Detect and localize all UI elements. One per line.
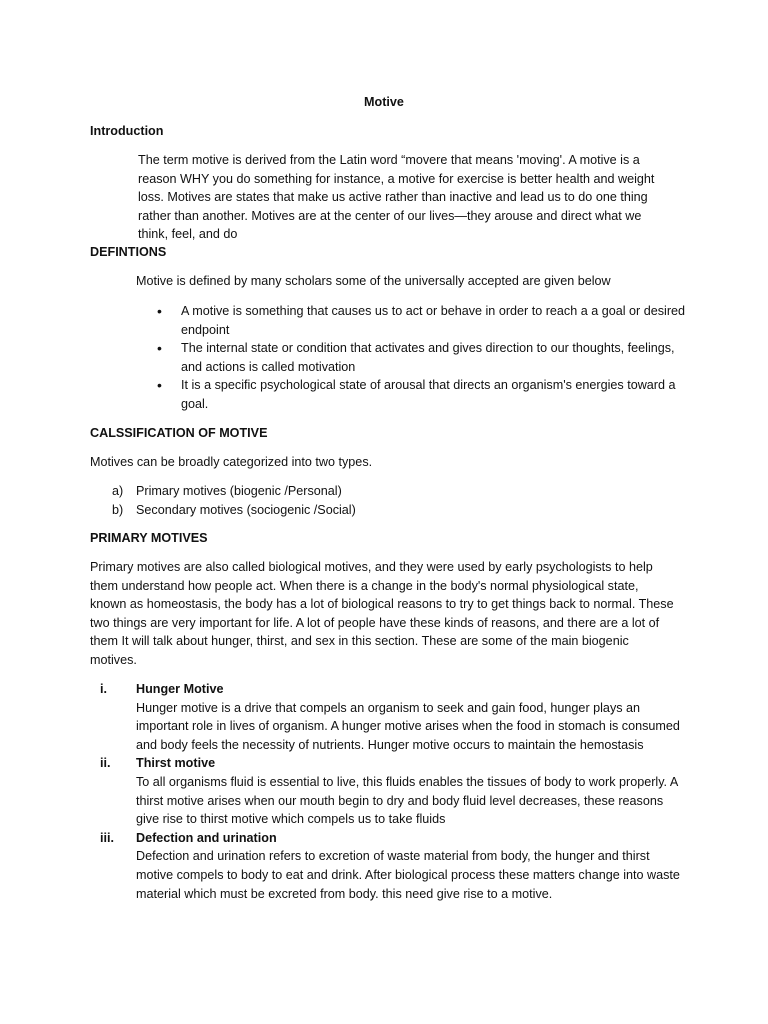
- definition-text: A motive is something that causes us to act or behave in order to reach a a goal or desired endpoint: [181, 304, 686, 337]
- definitions-list: [136, 302, 686, 414]
- introduction-paragraph: The term motive is derived from the Latin word “movere that means 'moving'. A motive is a reason WHY you do something for instance, a motive for exercise is better health and weight loss. Motives are states that make us active rather than inactive and lead us to do one thing rather than another. Motives are at the center of our lives—they arouse and direct what we think, feel, and do: [138, 153, 655, 242]
- list-item: [100, 829, 680, 903]
- list-marker: a): [112, 484, 124, 498]
- definition-text: It is a specific psychological state of arousal that directs an organism's energies toward a goal.: [181, 378, 676, 411]
- definition-text: The internal state or condition that activates and gives direction to our thoughts, feelings, and actions is called motivation: [181, 341, 675, 374]
- list-item: [100, 754, 680, 828]
- list-item: [136, 302, 686, 339]
- definitions-heading: DEFINTIONS: [90, 245, 167, 259]
- list-marker: i.: [100, 682, 107, 696]
- item-title: Defection and urination: [136, 830, 277, 845]
- bullet-icon: •: [157, 377, 162, 394]
- list-marker: b): [112, 502, 124, 517]
- list-item: [112, 501, 356, 520]
- bullet-icon: •: [157, 303, 162, 319]
- bullet-icon: •: [157, 340, 162, 357]
- classification-heading: CALSSIFICATION OF MOTIVE: [90, 426, 268, 440]
- list-item: [112, 482, 356, 501]
- document-title: Motive: [364, 95, 404, 109]
- definitions-intro: Motive is defined by many scholars some of the universally accepted are given below: [136, 274, 611, 288]
- list-item: [136, 376, 686, 413]
- item-body: Defection and urination refers to excretion of waste material from body, the hunger and thirst motive compels to body to eat and drink. After biological process these matters change into waste material which must be excreted from body. this need give rise to a motive.: [136, 849, 680, 901]
- list-item: [100, 680, 680, 754]
- item-title: Thirst motive: [136, 756, 216, 771]
- list-marker: ii.: [100, 756, 111, 771]
- introduction-heading: Introduction: [90, 124, 164, 138]
- classification-list: [112, 482, 356, 519]
- primary-motives-paragraph: Primary motives are also called biological motives, and they were used by early psychologists to help them understand how people act. When there is a change in the body's normal physiological state, known as homeostasis, the body has a lot of biological reasons to try to get things back to normal. These two things are very important for life. A lot of people have these kinds of reasons, and there are a lot of them It will talk about hunger, thirst, and sex in this section. These are some of the main biogenic motives.: [90, 560, 674, 667]
- item-body: Hunger motive is a drive that compels an organism to seek and gain food, hunger plays an important role in lives of organism. A hunger motive arises when the food in stomach is consumed and body feels the necessity of nutrients. Hunger motive occurs to maintain the hemostasis: [136, 700, 680, 752]
- list-marker: iii.: [100, 830, 114, 845]
- classification-text: Secondary motives (sociogenic /Social): [136, 502, 356, 517]
- list-item: [136, 339, 686, 376]
- primary-motives-list: [100, 680, 680, 903]
- item-title: Hunger Motive: [136, 682, 224, 696]
- item-body: To all organisms fluid is essential to live, this fluids enables the tissues of body to work properly. A thirst motive arises when our mouth begin to dry and body fluid level decreases, these reasons give rise to thirst motive which compels us to take fluids: [136, 774, 678, 827]
- classification-intro: Motives can be broadly categorized into two types.: [90, 455, 373, 469]
- classification-text: Primary motives (biogenic /Personal): [136, 484, 342, 498]
- primary-motives-heading: PRIMARY MOTIVES: [90, 531, 208, 545]
